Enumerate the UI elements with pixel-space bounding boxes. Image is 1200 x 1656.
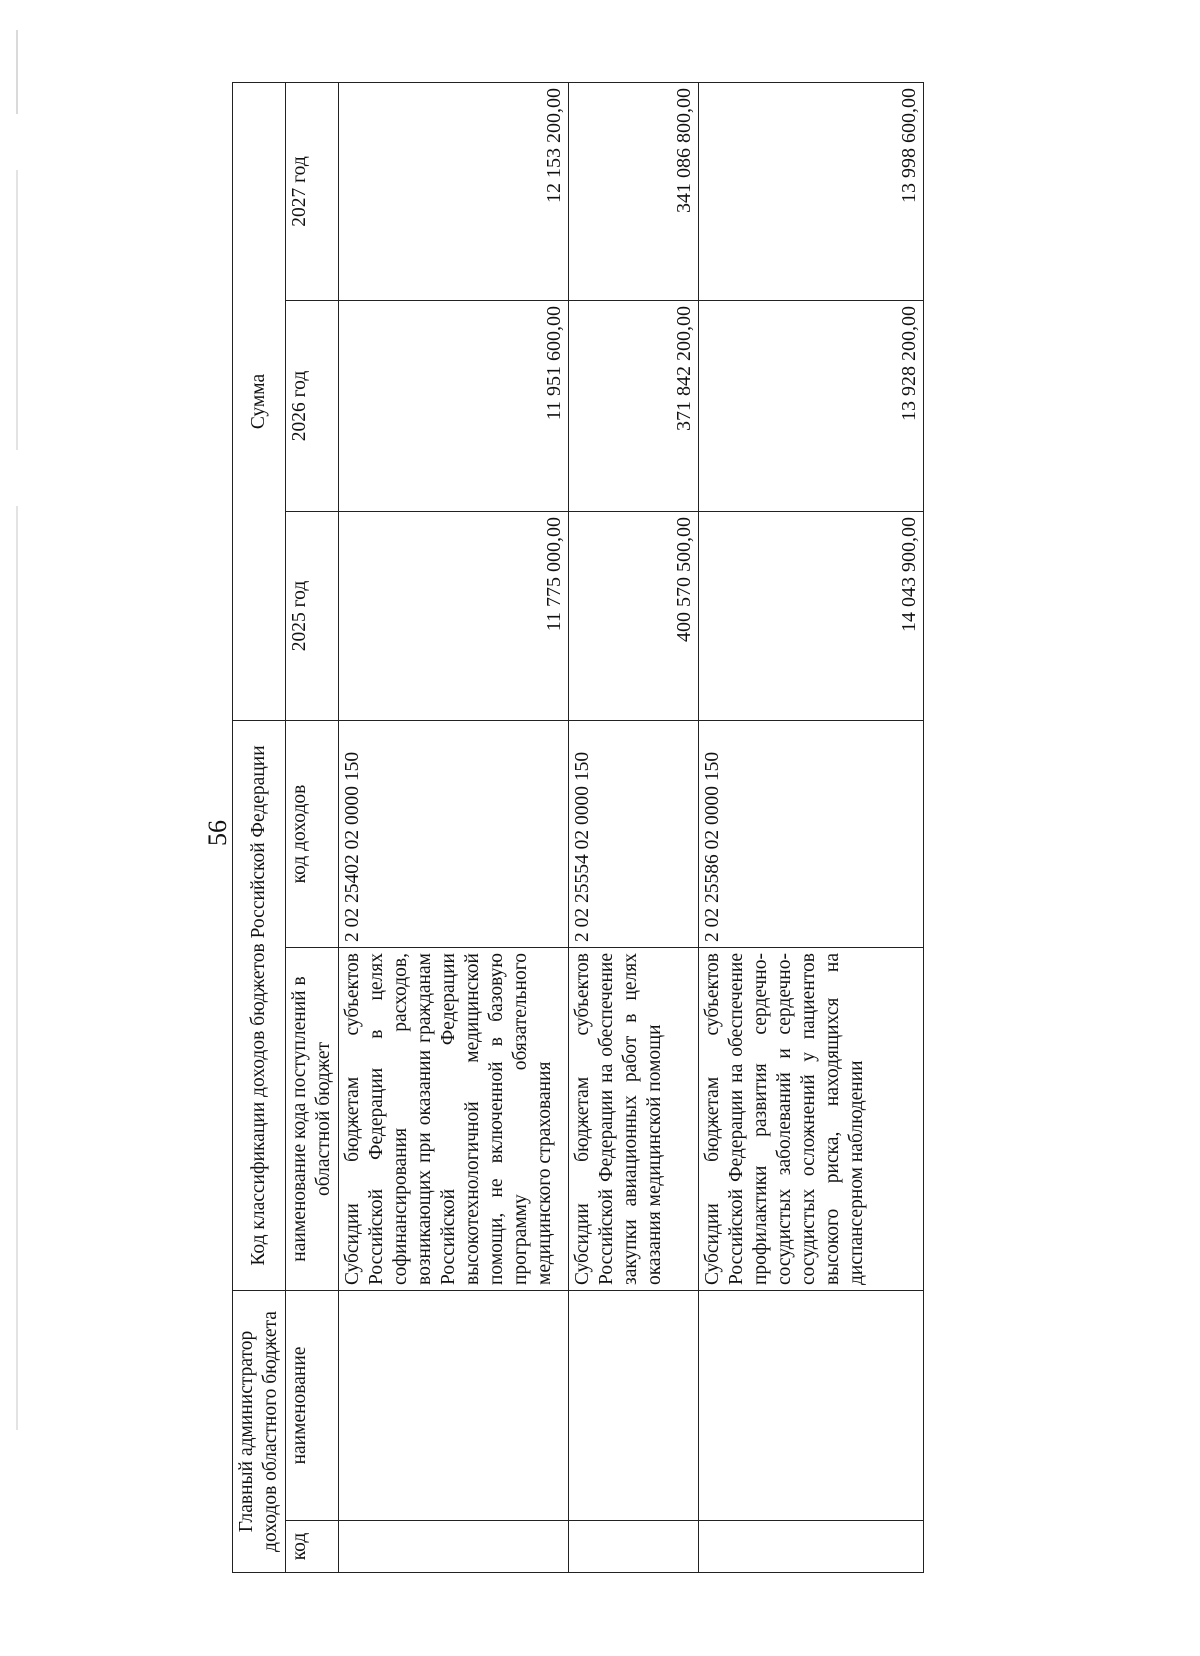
rotated-table-wrapper: [232, 83, 924, 1573]
table-row: [699, 82, 924, 1572]
row-description: Субсидии бюджетам субъектов Российской Федерации на обеспечение профилактики развития сердечно-сосудистых заболеваний и сердечно-сосудистых осложнений у пациентов высокого риска, находящихся на диспансерном наблюдении: [699, 948, 924, 1291]
scan-edge: [16, 30, 18, 1430]
row-sum-2025: 11 775 000,00: [339, 512, 569, 721]
row-income-code: 2 02 25586 02 0000 150: [699, 721, 924, 948]
row-description: Субсидии бюджетам субъектов Российской Федерации в целях софинансирования расходов, возникающих при оказании гражданам Российской Федерации высокотехнологичной медицинской помощи, не включенной в базовую программу обязательного медицинского страхования: [339, 948, 569, 1291]
row-sum-2026: 11 951 600,00: [339, 301, 569, 512]
row-sum-2027: 12 153 200,00: [339, 82, 569, 300]
row-admin-code: [339, 1521, 569, 1573]
header-sum-group: Сумма: [233, 82, 286, 720]
header-income-code: код доходов: [286, 721, 339, 948]
header-admin-name: наименование: [286, 1291, 339, 1521]
header-year-2027: 2027 год: [286, 82, 339, 300]
row-income-code: 2 02 25402 02 0000 150: [339, 721, 569, 948]
header-code-name: наименование кода поступлений в областной бюджет: [286, 948, 339, 1291]
header-year-2025: 2025 год: [286, 512, 339, 721]
row-admin-name: [339, 1291, 569, 1521]
row-sum-2026: 371 842 200,00: [569, 301, 699, 512]
income-table: [232, 82, 924, 1573]
header-classification-group: Код классификации доходов бюджетов Российской Федерации: [233, 721, 286, 1291]
row-admin-code: [699, 1521, 924, 1573]
header-year-2026: 2026 год: [286, 301, 339, 512]
header-admin-group: Главный администратор доходов областного бюджета: [233, 1291, 286, 1573]
page-number: 56: [203, 820, 232, 846]
row-admin-code: [569, 1521, 699, 1573]
row-sum-2026: 13 928 200,00: [699, 301, 924, 512]
row-admin-name: [569, 1291, 699, 1521]
table-row: [569, 82, 699, 1572]
header-admin-code: код: [286, 1521, 339, 1573]
table-row: [339, 82, 569, 1572]
row-sum-2025: 400 570 500,00: [569, 512, 699, 721]
row-admin-name: [699, 1291, 924, 1521]
row-sum-2027: 341 086 800,00: [569, 82, 699, 300]
row-description: Субсидии бюджетам субъектов Российской Федерации на обеспечение закупки авиационных работ в целях оказания медицинской помощи: [569, 948, 699, 1291]
row-sum-2025: 14 043 900,00: [699, 512, 924, 721]
row-income-code: 2 02 25554 02 0000 150: [569, 721, 699, 948]
row-sum-2027: 13 998 600,00: [699, 82, 924, 300]
